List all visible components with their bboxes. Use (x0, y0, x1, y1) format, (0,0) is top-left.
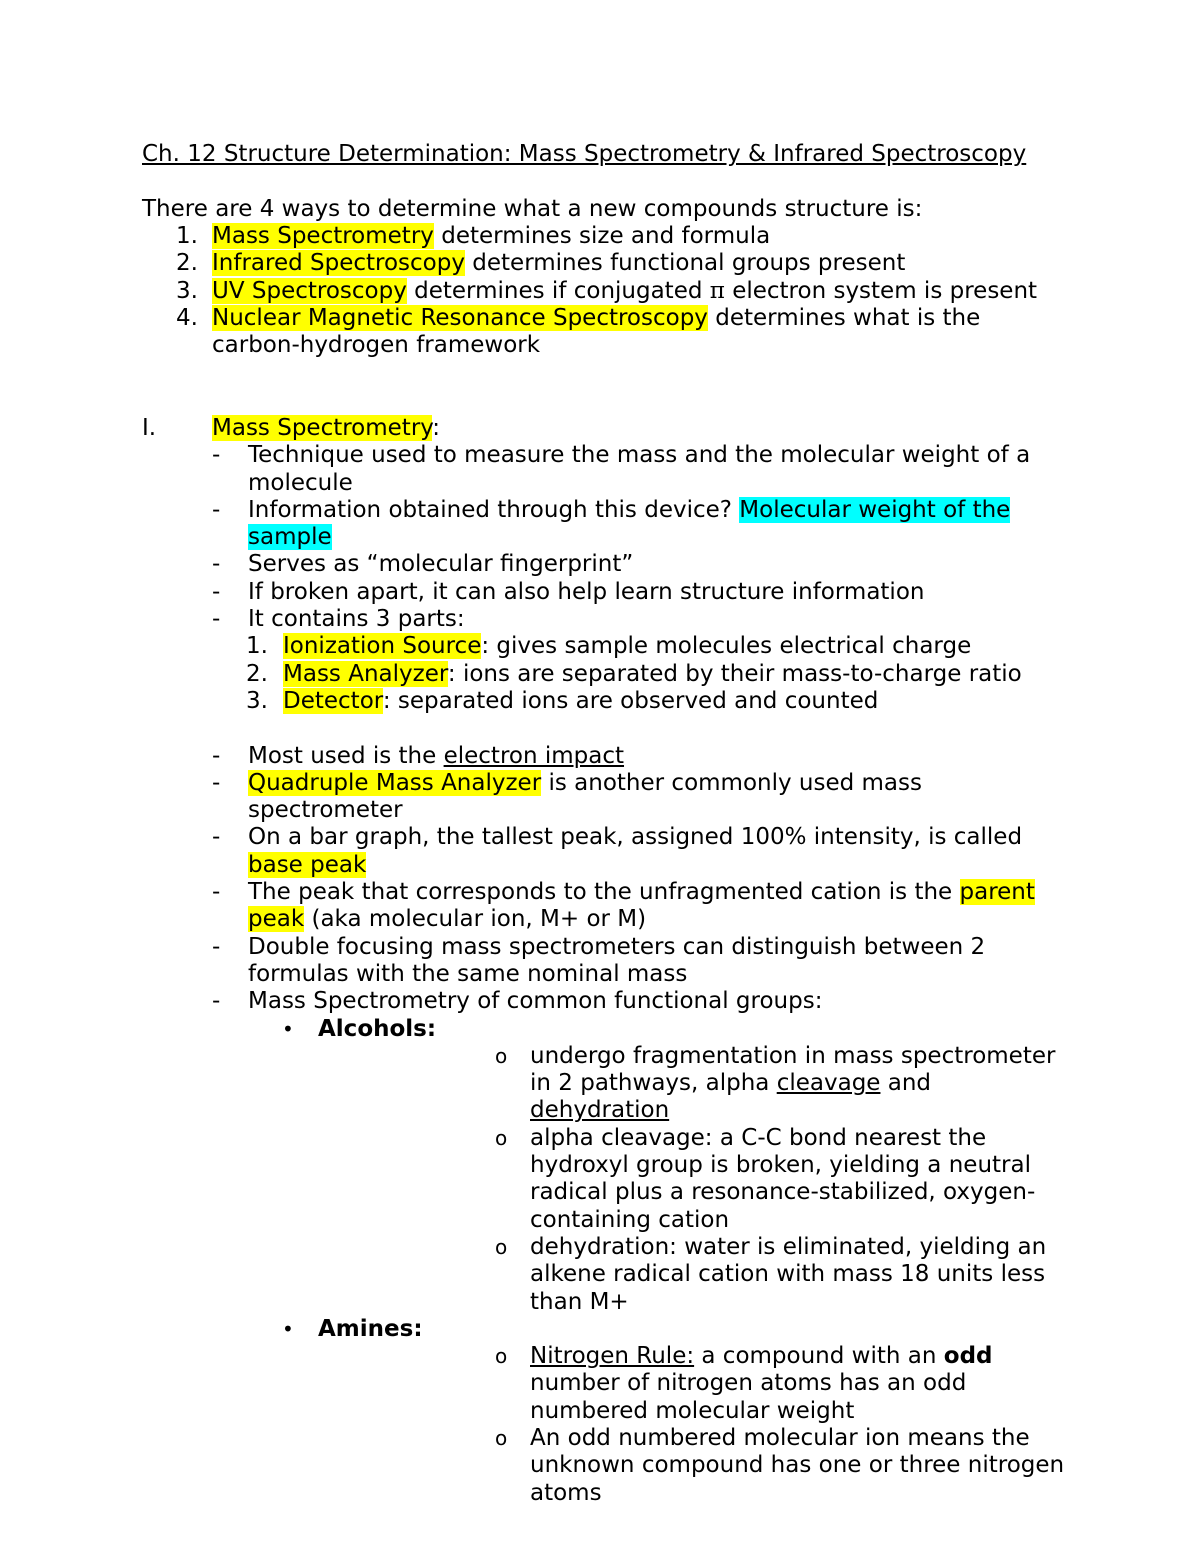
list-text: If broken apart, it can also help learn structure information (248, 578, 925, 605)
group-name: Alcohols: (318, 1015, 437, 1042)
list-text: Technique used to measure the mass and the molecular weight of a molecule (248, 442, 1031, 496)
list-text: a compound with an (694, 1343, 944, 1370)
list-text: On a bar graph, the tallest peak, assigned 100% intensity, is called (248, 824, 1023, 851)
list-text: Information obtained through this device? (248, 496, 740, 523)
list-item (142, 770, 1072, 825)
highlighted-term: parent peak (248, 879, 1035, 933)
list-text: Serves as “molecular fingerprint” (248, 551, 634, 578)
list-item (142, 633, 1072, 660)
list-item (142, 743, 1072, 770)
list-item (142, 988, 1072, 1015)
bullet-list (142, 743, 1072, 1016)
circle-bullet-icon: o (495, 1344, 508, 1369)
list-text: determines what is the carbon-hydrogen framework (212, 304, 981, 359)
group-name: Amines: (318, 1315, 423, 1342)
list-item (318, 1234, 1072, 1316)
list-text: determines functional groups present (464, 250, 906, 277)
bullet-icon: • (282, 1316, 294, 1341)
list-item (142, 824, 1072, 879)
list-text: : ions are separated by their mass-to-charge ratio (447, 660, 1022, 687)
circle-bullet-icon: o (495, 1125, 508, 1150)
highlighted-term: Ionization Source (283, 633, 482, 660)
list-text: Mass Spectrometry of common functional groups: (248, 988, 823, 1015)
list-item (142, 879, 1072, 934)
list-number: 1. (246, 633, 268, 660)
list-item (142, 688, 1072, 715)
list-text: Most used is the (248, 742, 444, 769)
section-colon: : (432, 415, 440, 441)
dash-marker: - (212, 578, 221, 605)
list-item-alcohols (142, 1016, 1072, 1316)
bullet-icon: • (282, 1016, 294, 1041)
list-text: It contains 3 parts: (248, 606, 465, 633)
dash-marker: - (212, 442, 221, 469)
list-text: determines if conjugated (406, 277, 710, 304)
page-title: Ch. 12 Structure Determination: Mass Spectrometry & Infrared Spectroscopy (142, 141, 1027, 167)
underlined-term: dehydration (530, 1097, 670, 1124)
list-number: 4. (176, 304, 198, 331)
sub-list (318, 1343, 1072, 1507)
parts-list (142, 633, 1072, 715)
dash-marker: - (212, 606, 221, 633)
list-text: and (880, 1070, 932, 1097)
section-numeral: I. (142, 415, 157, 441)
highlighted-term: base peak (248, 851, 367, 878)
pi-symbol: π (709, 277, 725, 304)
highlighted-term: Quadruple Mass Analyzer (248, 769, 542, 796)
list-text: : separated ions are observed and counted (382, 687, 879, 714)
highlighted-term: Infrared Spectroscopy (212, 250, 465, 277)
highlighted-term: Mass Analyzer (283, 660, 448, 687)
dash-marker: - (212, 551, 221, 578)
list-number: 2. (176, 250, 198, 277)
bold-term: odd (943, 1343, 993, 1370)
blank-line (142, 715, 1072, 742)
list-text: undergo fragmentation in mass spectrometer in 2 pathways, alpha (530, 1042, 1056, 1097)
list-text: alpha cleavage: a C-C bond nearest the hydroxyl group is broken, yielding a neutral radical plus a resonance-stabilized, oxygen-containing cation (530, 1124, 1036, 1233)
list-item (142, 223, 1072, 250)
underlined-term: cleavage (776, 1070, 881, 1097)
list-text: number of nitrogen atoms has an odd numbered molecular weight (530, 1370, 967, 1424)
list-item (318, 1043, 1072, 1125)
intro-text: There are 4 ways to determine what a new compounds structure is: (142, 196, 923, 222)
list-item (142, 305, 1072, 360)
underlined-term: electron impact (443, 742, 625, 769)
list-item (142, 278, 1072, 305)
section-title: Mass Spectrometry (212, 415, 433, 441)
list-item (142, 579, 1072, 606)
list-text: Double focusing mass spectrometers can distinguish between 2 formulas with the same nominal mass (248, 933, 986, 987)
dash-marker: - (212, 769, 221, 796)
list-number: 3. (246, 687, 268, 714)
list-number: 3. (176, 277, 198, 304)
functional-groups-list (142, 1016, 1072, 1507)
dash-marker: - (212, 742, 221, 769)
list-text: dehydration: water is eliminated, yielding an alkene radical cation with mass 18 units less than M+ (530, 1233, 1047, 1315)
dash-marker: - (212, 933, 221, 960)
section-mass-spectrometry (142, 415, 1072, 1507)
list-item (142, 661, 1072, 688)
list-item (142, 250, 1072, 277)
list-item (318, 1343, 1072, 1425)
list-item (142, 934, 1072, 989)
circle-bullet-icon: o (495, 1425, 508, 1450)
list-item (142, 606, 1072, 633)
sub-list (318, 1043, 1072, 1316)
list-item (142, 551, 1072, 578)
highlighted-term: Detector (283, 687, 383, 714)
list-text: An odd numbered molecular ion means the unknown compound has one or three nitrogen atoms (530, 1424, 1065, 1506)
list-item (318, 1425, 1072, 1507)
circle-bullet-icon: o (495, 1234, 508, 1259)
list-item (142, 442, 1072, 497)
circle-bullet-icon: o (495, 1043, 508, 1068)
dash-marker: - (212, 879, 221, 906)
list-text: : gives sample molecules electrical charge (481, 633, 972, 660)
bullet-list (142, 442, 1072, 633)
dash-marker: - (212, 496, 221, 523)
methods-list (142, 223, 1072, 359)
list-text: electron system is present (724, 277, 1038, 304)
highlighted-term: Mass Spectrometry (212, 223, 434, 249)
list-text: The peak that corresponds to the unfragmented cation is the (248, 879, 960, 906)
list-item-amines (142, 1316, 1072, 1507)
dash-marker: - (212, 824, 221, 851)
list-item (142, 497, 1072, 552)
list-number: 1. (176, 223, 198, 249)
section-heading (142, 415, 1072, 442)
underlined-term: Nitrogen Rule: (530, 1343, 695, 1370)
list-item (318, 1125, 1072, 1234)
list-number: 2. (246, 660, 268, 687)
list-text: (aka molecular ion, M+ or M) (304, 906, 647, 933)
list-text: determines size and formula (433, 223, 771, 249)
dash-marker: - (212, 988, 221, 1015)
highlighted-term: Nuclear Magnetic Resonance Spectroscopy (212, 304, 708, 331)
list-text: is another commonly used mass spectrometer (248, 769, 922, 824)
cyan-highlight: Molecular weight of the sample (248, 496, 1011, 551)
highlighted-term: UV Spectroscopy (212, 277, 407, 304)
